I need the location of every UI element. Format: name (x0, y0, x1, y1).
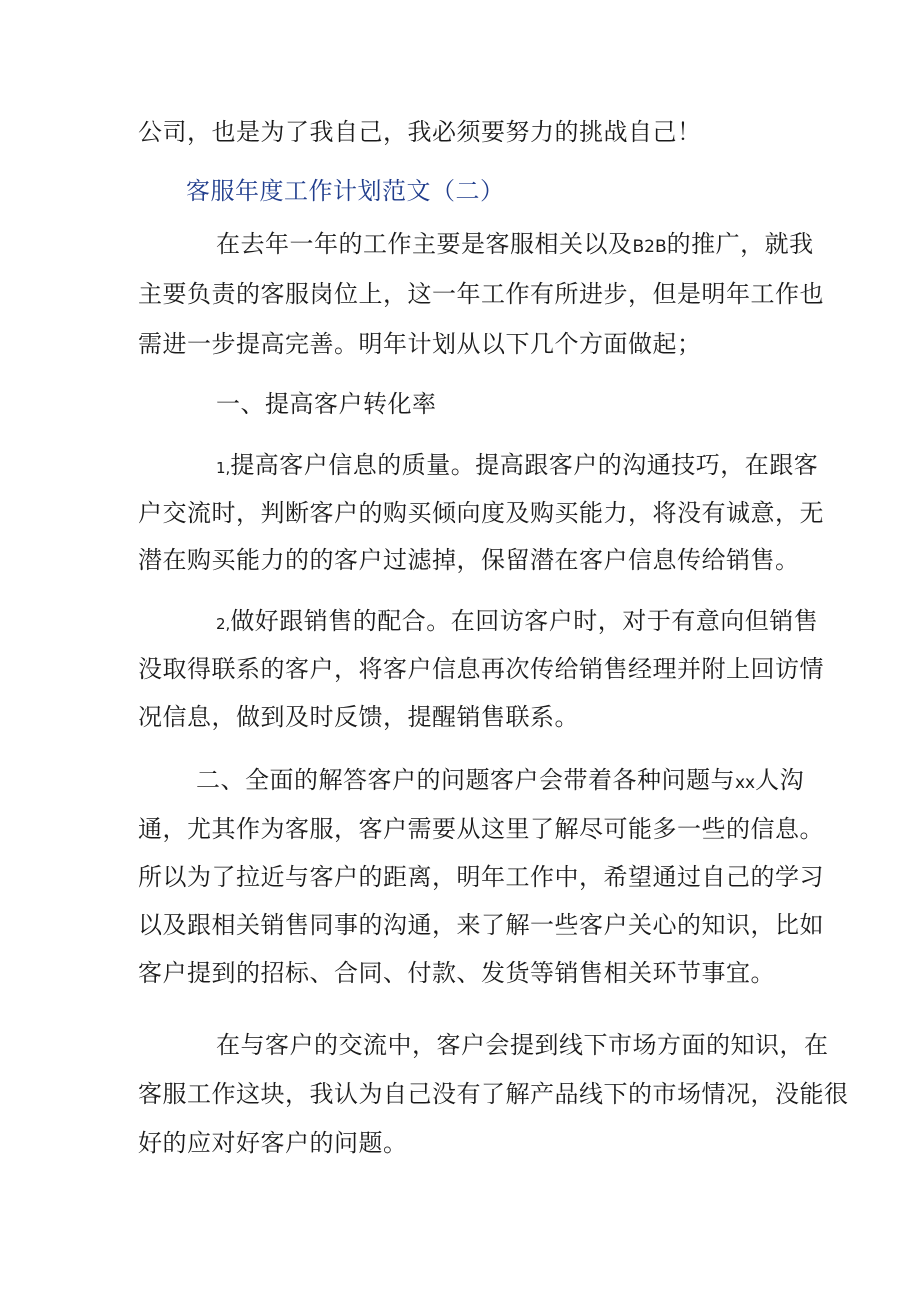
text-line: 以及跟相关销售同事的沟通，来了解一些客户关心的知识，比如 (138, 911, 824, 939)
paragraph-line (216, 229, 814, 259)
text-line: 客户提到的招标、合同、付款、发货等销售相关环节事宜。 (138, 959, 775, 987)
paragraph-line (138, 498, 824, 528)
text-b2b: B2B (632, 237, 667, 257)
text-line: 通，尤其作为客服，客户需要从这里了解尽可能多一些的信息。 (138, 815, 824, 843)
subsection-title (216, 389, 437, 419)
paragraph-line (138, 1079, 849, 1109)
text-line: 好的应对好客户的问题。 (138, 1129, 408, 1157)
paragraph-line (138, 958, 790, 988)
heading-text: 客服年度工作计划范文（二） (186, 177, 505, 205)
text-line: 在去年一年的工作主要是客服相关以及 (216, 230, 633, 258)
paragraph-line (138, 862, 824, 892)
text-line: 的推广，就我 (666, 230, 814, 258)
text-line: 做好跟销售的配合。在回访客户时，对于有意向但销售 (230, 607, 819, 635)
text-line: 户交流时，判断客户的购买倾向度及购买能力，将没有诚意，无 (138, 499, 824, 527)
paragraph-line (138, 910, 824, 940)
paragraph-line (138, 545, 800, 575)
paragraph-line (138, 117, 790, 147)
paragraph-line (138, 329, 790, 359)
paragraph-line (138, 654, 824, 684)
text-line: 在与客户的交流中，客户会提到线下市场方面的知识，在 (216, 1031, 829, 1059)
list-number: 2, (216, 615, 231, 633)
text-line: 公司，也是为了我自己，我必须要努力的挑战自己！ (138, 118, 702, 146)
paragraph-line (138, 1128, 790, 1158)
paragraph-line (138, 279, 824, 309)
list-item-line (216, 606, 819, 636)
text-line: 潜在购买能力的的客户过滤掉，保留潜在客户信息传给销售。 (138, 546, 800, 574)
text-xx: xx (735, 773, 756, 793)
text-line: 二、全面的解答客户的问题客户会带着各种问题与 (196, 766, 735, 794)
paragraph-line (196, 765, 805, 795)
text-line: 客服工作这块，我认为自己没有了解产品线下的市场情况，没能很 (138, 1080, 849, 1108)
text-line: 没取得联系的客户，将客户信息再次传给销售经理并附上回访情 (138, 655, 824, 683)
text-line: 人沟 (755, 766, 805, 794)
text-line: 况信息，做到及时反馈，提醒销售联系。 (138, 703, 579, 731)
paragraph-line (138, 814, 824, 844)
text-line: 所以为了拉近与客户的距离，明年工作中，希望通过自己的学习 (138, 863, 824, 891)
paragraph-line (138, 702, 790, 732)
text-line: 需进一步提高完善。明年计划从以下几个方面做起； (138, 330, 702, 358)
text-line: 提高客户信息的质量。提高跟客户的沟通技巧，在跟客 (230, 451, 819, 479)
text-line: 主要负责的客服岗位上，这一年工作有所进步，但是明年工作也 (138, 280, 824, 308)
list-number: 1, (216, 459, 231, 477)
paragraph-line (216, 1030, 829, 1060)
subsection-title-text: 一、提高客户转化率 (216, 390, 437, 418)
section-heading (186, 176, 505, 206)
list-item-line (216, 450, 819, 480)
